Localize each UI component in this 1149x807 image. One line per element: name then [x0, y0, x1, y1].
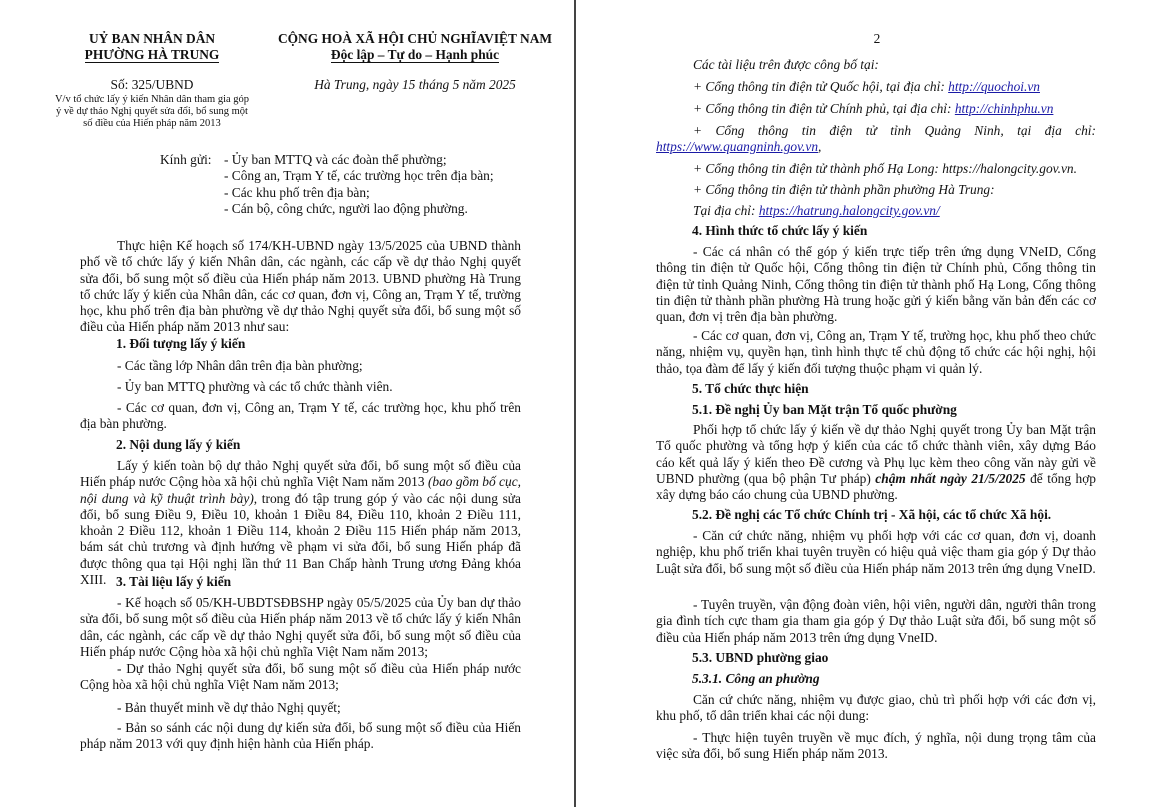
national-motto-line: Độc lập – Tự do – Hạnh phúc — [330, 47, 500, 63]
portal-quochoi — [656, 79, 1096, 95]
intro-paragraph: Thực hiện Kế hoạch số 174/KH-UBND ngày 13/5/2025 của UBND thành phố về tổ chức lấy ý kiến Nhân dân, các ngành, các cấp về dự thảo Nghị quyết sửa đổi, bổ sung một số điều của Hiến pháp năm 2013. UBND phường Hà Trung tổ chức lấy ý kiến của Nhân dân, các cơ quan, đơn vị, Công an, Trạm Y tế, trường học, khu phố trên địa bàn phường về dự thảo Nghị quyết sửa đổi, bổ sung một số điều của Hiến pháp năm 2013 như sau: — [80, 238, 521, 335]
link-hatrung[interactable]: https://hatrung.halongcity.gov.vn/ — [758, 203, 940, 218]
portal-halong: + Cổng thông tin điện tử thành phố Hạ Long: https://halongcity.gov.vn. — [693, 161, 1077, 176]
section-5-2-paragraph: - Căn cứ chức năng, nhiệm vụ phối hợp với các cơ quan, đơn vị, doanh nghiệp, khu phố triển khai tuyên truyền có hiệu quả việc tham gia góp ý Dự thảo Luật sửa đổi, bổ sung một số điều của Hiến pháp năm 2013 trên ứng dụng VneID. — [656, 528, 1096, 576]
section-5-1-text-cont: để tổng hợp xây dựng báo cáo chung của UBND phường. — [656, 470, 1096, 503]
link-chinhphu[interactable]: http://chinhphu.vn — [954, 101, 1054, 116]
section-2-italic: (bao gồm bố cục, nội dung và kỹ thuật trình bày) — [80, 474, 521, 506]
issuing-authority-line2: PHƯỜNG HÀ TRUNG — [84, 47, 220, 63]
section-5-3-heading: 5.3. UBND phường giao — [692, 650, 829, 665]
document-number: Số: 325/UBND — [110, 77, 194, 92]
section-1-item: - Các cơ quan, đơn vị, Công an, Trạm Y tế, các trường học, khu phố trên địa bàn phường. — [80, 400, 521, 432]
section-2-heading: 2. Nội dung lấy ý kiến — [116, 437, 241, 452]
section-3-item: - Bản thuyết minh về dự thảo Nghị quyết; — [117, 700, 341, 715]
recipient-list — [224, 152, 554, 217]
section-5-2-heading: 5.2. Đề nghị các Tổ chức Chính trị - Xã hội, các tổ chức Xã hội. — [692, 507, 1052, 522]
section-5-2-paragraph: - Tuyên truyền, vận động đoàn viên, hội viên, người dân, người thân trong gia đình tích cực tham gia tham gia góp ý Dự thảo Luật sửa đổi, bổ sung một số điều của Hiến pháp năm 2013 trên ứng dụng VneID. — [656, 597, 1096, 645]
section-3-item: - Bản so sánh các nội dung dự kiến sửa đổi, bổ sung một số điều của Hiến pháp năm 2013 với quy định hiện hành của Hiến pháp. — [80, 720, 521, 752]
document-page-2 — [576, 0, 1149, 807]
national-title: CỘNG HOÀ XÃ HỘI CHỦ NGHĨAVIỆT NAM — [277, 31, 553, 46]
section-3-item: - Dự thảo Nghị quyết sửa đổi, bổ sung một số điều của Hiến pháp nước Cộng hòa xã hội chủ nghĩa Việt Nam năm 2013; — [80, 661, 521, 693]
document-page-1 — [0, 0, 574, 807]
section-5-1-paragraph — [656, 422, 1096, 503]
section-2-text: Lấy ý kiến toàn bộ dự thảo Nghị quyết sửa đổi, bổ sung một số điều của Hiến pháp nước Cộng hòa xã hội chủ nghĩa Việt Nam năm 2013 — [80, 458, 521, 490]
section-2-paragraph — [80, 458, 521, 588]
portal-label: + Cổng thông tin điện tử Chính phủ, tại địa chỉ: — [693, 101, 955, 116]
section-5-1-deadline: chậm nhất ngày 21/5/2025 — [875, 470, 1026, 486]
link-quochoi[interactable]: http://quochoi.vn — [948, 79, 1040, 94]
address-label: Tại địa chỉ: — [693, 203, 759, 218]
documents-intro: Các tài liệu trên được công bố tại: — [693, 57, 879, 72]
section-5-3-1-paragraph: Căn cứ chức năng, nhiệm vụ được giao, chủ trì phối hợp với các đơn vị, khu phố, tổ dân triển khai các nội dung: — [656, 692, 1096, 724]
section-5-3-1-heading: 5.3.1. Công an phường — [692, 671, 820, 686]
portal-hatrung: + Cổng thông tin điện tử thành phần phường Hà Trung: — [693, 182, 995, 197]
portal-hatrung-address — [656, 203, 1096, 219]
kinh-gui-label: Kính gửi: — [160, 152, 212, 167]
section-5-1-text: Phối hợp tổ chức lấy ý kiến về dự thảo Nghị quyết trong Ủy ban Mặt trận Tổ quốc phường và tổng hợp ý kiến của các tổ chức thành viên, xây dựng Báo cáo kết quả lấy ý kiến theo Đề cương và Phụ lục kèm theo công văn này gửi về UBND phường (qua bộ phận Tư pháp) — [656, 422, 1096, 486]
section-4-paragraph: - Các cá nhân có thể góp ý kiến trực tiếp trên ứng dụng VNeID, Cổng thông tin điện tử Quốc hội, Cổng thông tin điện tử Chính phủ, Cổng thông tin điện tử tỉnh Quảng Ninh, Cổng thông tin điện tử thành phố Hạ Long, Cổng thông tin điện tử thành phần phường Hà trung hoặc gửi ý kiến bằng văn bản đến các cơ quan, đơn vị trên địa bàn phường. — [656, 244, 1096, 325]
portal-chinhphu — [656, 101, 1096, 117]
section-1-item: - Ủy ban MTTQ phường và các tổ chức thành viên. — [117, 379, 393, 394]
section-1-heading: 1. Đối tượng lấy ý kiến — [116, 336, 246, 351]
section-2-text-cont: , trong đó tập trung góp ý vào các nội dung sửa đổi, bổ sung Điều 9, Điều 10, khoản 1 Điều 84, Điều 110, khoản 2 Điều 111, khoản 2 Điều 112, khoản 1 Điều 114, khoản 2 Điều 115 Hiến pháp năm 2013, bám sát chủ trương và định hướng về phạm vi sửa đổi, bổ sung Hiến pháp đã được thông qua tại Hội nghị lần thứ 11 Ban Chấp hành Trung ương Đảng khóa XIII. — [80, 490, 521, 588]
section-5-3-1-paragraph: - Thực hiện tuyên truyền về mục đích, ý nghĩa, nội dung trọng tâm của việc sửa đổi, bổ sung Hiến pháp năm 2013. — [656, 730, 1096, 762]
link-quangninh[interactable]: https://www.quangninh.gov.vn — [656, 139, 819, 155]
portal-label: + Cổng thông tin điện tử tỉnh Quảng Ninh, tại địa chỉ: — [693, 123, 1096, 138]
recipient-item: - Các khu phố trên địa bàn; — [224, 184, 370, 200]
page-number: 2 — [873, 31, 881, 46]
recipient-item: - Công an, Trạm Y tế, các trường học trên địa bàn; — [224, 168, 494, 184]
section-3-item: - Kế hoạch số 05/KH-UBDTSĐBSHP ngày 05/5/2025 của Ủy ban dự thảo sửa đổi, bổ sung một số điều của Hiến pháp năm 2013 về tổ chức lấy ý kiến Nhân dân, các ngành, các cấp về dự thảo Nghị quyết sửa đổi, bổ sung một số điều của Hiến pháp nước Cộng hòa xã hội chủ nghĩa Việt Nam năm 2013; — [80, 595, 521, 659]
issuing-authority — [72, 31, 232, 64]
document-date: Hà Trung, ngày 15 tháng 5 năm 2025 — [314, 77, 516, 92]
section-4-heading: 4. Hình thức tổ chức lấy ý kiến — [692, 223, 868, 238]
recipient-item: - Ủy ban MTTQ và các đoàn thể phường; — [224, 152, 447, 167]
national-motto — [256, 31, 574, 64]
section-5-1-heading: 5.1. Đề nghị Ủy ban Mặt trận Tổ quốc phường — [692, 402, 957, 417]
issuing-authority-line1: UỶ BAN NHÂN DÂN — [88, 31, 216, 46]
portal-end: , — [818, 139, 822, 155]
document-subject: V/v tổ chức lấy ý kiến Nhân dân tham gia góp ý về dự thảo Nghị quyết sửa đổi, bổ sung một số điều của Hiến pháp năm 2013 — [54, 94, 250, 129]
section-3-heading: 3. Tài liệu lấy ý kiến — [116, 574, 232, 589]
recipient-item: - Cán bộ, công chức, người lao động phường. — [224, 200, 468, 216]
portal-label: + Cổng thông tin điện tử Quốc hội, tại địa chỉ: — [693, 79, 949, 94]
section-4-paragraph: - Các cơ quan, đơn vị, Công an, Trạm Y tế, trường học, khu phố theo chức năng, nhiệm vụ, quyền hạn, tình hình thực tế chủ động tổ chức các hội nghị, hội thảo, tọa đàm để lấy ý kiến đối tượng thuộc phạm vi quản lý. — [656, 328, 1096, 376]
section-5-heading: 5. Tổ chức thực hiện — [692, 381, 809, 396]
portal-quangninh — [656, 123, 1096, 156]
section-1-item: - Các tầng lớp Nhân dân trên địa bàn phường; — [117, 358, 363, 373]
